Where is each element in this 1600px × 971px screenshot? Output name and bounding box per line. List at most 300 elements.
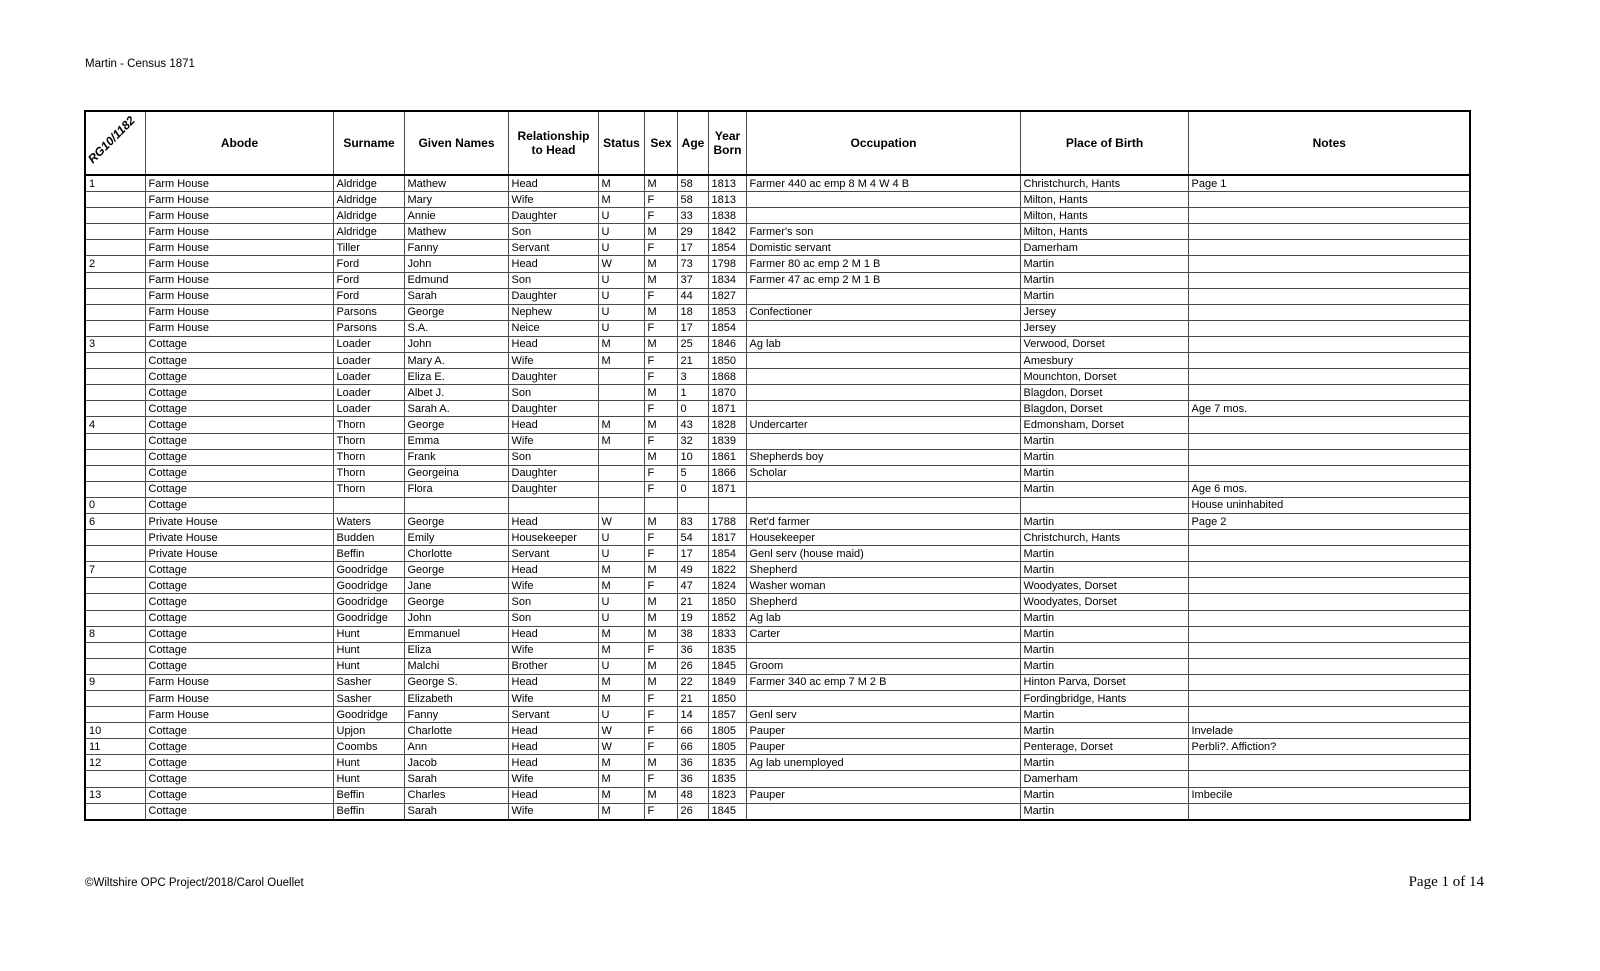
cell-age: 0: [677, 401, 708, 417]
cell-relationship: Nephew: [508, 304, 598, 320]
cell-status: M: [598, 433, 644, 449]
cell-occupation: Ag lab unemployed: [746, 755, 1020, 771]
cell-age: 0: [677, 481, 708, 497]
cell-sex: M: [644, 674, 677, 690]
cell-given: Sarah: [404, 803, 508, 820]
cell-age: 1: [677, 385, 708, 401]
table-row: [85, 578, 1470, 594]
cell-notes: Invelade: [1188, 723, 1470, 739]
cell-notes: [1188, 353, 1470, 369]
table-row: [85, 369, 1470, 385]
cell-sex: F: [644, 771, 677, 787]
cell-occupation: [746, 497, 1020, 513]
cell-abode: Private House: [145, 513, 333, 529]
col-header-sex: Sex: [644, 111, 677, 175]
cell-notes: [1188, 369, 1470, 385]
cell-occupation: [746, 320, 1020, 336]
cell-year: 1842: [708, 224, 746, 240]
cell-relationship: Head: [508, 256, 598, 272]
table-row: [85, 626, 1470, 642]
cell-num: 3: [85, 336, 145, 352]
copyright-text: ©Wiltshire OPC Project/2018/Carol Ouellet: [85, 877, 304, 889]
cell-year: 1805: [708, 723, 746, 739]
cell-birthplace: Martin: [1020, 707, 1188, 723]
cell-given: Sarah: [404, 771, 508, 787]
col-header-year-born: Year Born: [708, 111, 746, 175]
col-header-reference: [85, 111, 145, 175]
cell-given: Charlotte: [404, 723, 508, 739]
cell-sex: M: [644, 385, 677, 401]
cell-sex: M: [644, 626, 677, 642]
cell-birthplace: Martin: [1020, 626, 1188, 642]
cell-abode: Private House: [145, 546, 333, 562]
cell-surname: Thorn: [333, 465, 404, 481]
table-row: [85, 224, 1470, 240]
cell-age: 48: [677, 787, 708, 803]
cell-given: Frank: [404, 449, 508, 465]
table-row: [85, 175, 1470, 192]
cell-relationship: Wife: [508, 353, 598, 369]
cell-birthplace: Martin: [1020, 256, 1188, 272]
cell-status: M: [598, 642, 644, 658]
cell-abode: Farm House: [145, 192, 333, 208]
cell-year: 1850: [708, 353, 746, 369]
cell-age: 36: [677, 642, 708, 658]
cell-age: 17: [677, 240, 708, 256]
cell-num: 6: [85, 513, 145, 529]
cell-year: 1822: [708, 562, 746, 578]
cell-status: M: [598, 755, 644, 771]
cell-surname: Loader: [333, 369, 404, 385]
cell-surname: Hunt: [333, 755, 404, 771]
cell-num: 10: [85, 723, 145, 739]
cell-year: 1868: [708, 369, 746, 385]
cell-sex: M: [644, 449, 677, 465]
cell-age: 44: [677, 288, 708, 304]
cell-given: Emmanuel: [404, 626, 508, 642]
cell-surname: Ford: [333, 288, 404, 304]
cell-age: 32: [677, 433, 708, 449]
cell-given: George: [404, 562, 508, 578]
cell-relationship: Wife: [508, 578, 598, 594]
cell-notes: [1188, 707, 1470, 723]
cell-occupation: Undercarter: [746, 417, 1020, 433]
cell-occupation: Washer woman: [746, 578, 1020, 594]
cell-status: U: [598, 707, 644, 723]
cell-occupation: Scholar: [746, 465, 1020, 481]
cell-abode: Cottage: [145, 449, 333, 465]
cell-notes: [1188, 642, 1470, 658]
cell-given: John: [404, 610, 508, 626]
cell-sex: M: [644, 594, 677, 610]
table-row: [85, 320, 1470, 336]
cell-birthplace: Martin: [1020, 449, 1188, 465]
cell-notes: [1188, 578, 1470, 594]
cell-occupation: Farmer 440 ac emp 8 M 4 W 4 B: [746, 175, 1020, 192]
cell-status: U: [598, 658, 644, 674]
cell-surname: Aldridge: [333, 192, 404, 208]
cell-relationship: Daughter: [508, 369, 598, 385]
cell-year: 1838: [708, 208, 746, 224]
cell-birthplace: Martin: [1020, 546, 1188, 562]
cell-abode: Cottage: [145, 401, 333, 417]
cell-abode: Farm House: [145, 288, 333, 304]
cell-relationship: Head: [508, 175, 598, 192]
cell-surname: Loader: [333, 401, 404, 417]
cell-notes: [1188, 755, 1470, 771]
cell-year: 1845: [708, 803, 746, 820]
cell-occupation: [746, 691, 1020, 707]
table-row: [85, 385, 1470, 401]
cell-sex: F: [644, 465, 677, 481]
cell-abode: Cottage: [145, 353, 333, 369]
cell-relationship: Head: [508, 674, 598, 690]
cell-surname: Budden: [333, 530, 404, 546]
cell-occupation: Ag lab: [746, 610, 1020, 626]
cell-given: [404, 497, 508, 513]
col-header-place-of-birth: Place of Birth: [1020, 111, 1188, 175]
cell-relationship: [508, 497, 598, 513]
cell-birthplace: Edmonsham, Dorset: [1020, 417, 1188, 433]
cell-status: U: [598, 320, 644, 336]
cell-given: Mary: [404, 192, 508, 208]
cell-notes: [1188, 192, 1470, 208]
cell-birthplace: Christchurch, Hants: [1020, 530, 1188, 546]
table-row: [85, 481, 1470, 497]
cell-given: John: [404, 256, 508, 272]
cell-relationship: Daughter: [508, 288, 598, 304]
cell-occupation: Farmer 80 ac emp 2 M 1 B: [746, 256, 1020, 272]
cell-sex: M: [644, 787, 677, 803]
cell-surname: Goodridge: [333, 707, 404, 723]
cell-sex: M: [644, 175, 677, 192]
col-header-status: Status: [598, 111, 644, 175]
col-header-given-names: Given Names: [404, 111, 508, 175]
cell-relationship: Head: [508, 723, 598, 739]
cell-year: 1835: [708, 771, 746, 787]
cell-sex: F: [644, 530, 677, 546]
cell-notes: Page 1: [1188, 175, 1470, 192]
cell-notes: Page 2: [1188, 513, 1470, 529]
table-row: [85, 417, 1470, 433]
cell-year: 1852: [708, 610, 746, 626]
cell-given: George: [404, 513, 508, 529]
cell-num: [85, 449, 145, 465]
cell-status: M: [598, 175, 644, 192]
census-table: [84, 110, 1471, 821]
cell-sex: F: [644, 691, 677, 707]
table-row: [85, 465, 1470, 481]
cell-birthplace: Woodyates, Dorset: [1020, 594, 1188, 610]
table-row: [85, 674, 1470, 690]
cell-num: [85, 192, 145, 208]
cell-occupation: [746, 369, 1020, 385]
cell-surname: Goodridge: [333, 562, 404, 578]
cell-relationship: Servant: [508, 546, 598, 562]
table-row: [85, 739, 1470, 755]
cell-num: 9: [85, 674, 145, 690]
cell-birthplace: [1020, 497, 1188, 513]
cell-notes: [1188, 240, 1470, 256]
cell-surname: Goodridge: [333, 594, 404, 610]
cell-relationship: Servant: [508, 240, 598, 256]
cell-num: 12: [85, 755, 145, 771]
cell-surname: Ford: [333, 256, 404, 272]
table-row: [85, 562, 1470, 578]
cell-num: [85, 546, 145, 562]
cell-birthplace: Martin: [1020, 513, 1188, 529]
cell-num: [85, 272, 145, 288]
cell-status: U: [598, 530, 644, 546]
cell-occupation: [746, 481, 1020, 497]
cell-year: 1835: [708, 755, 746, 771]
cell-birthplace: Damerham: [1020, 771, 1188, 787]
cell-status: [598, 497, 644, 513]
cell-num: [85, 208, 145, 224]
cell-num: [85, 433, 145, 449]
cell-abode: Farm House: [145, 304, 333, 320]
cell-relationship: Wife: [508, 771, 598, 787]
cell-notes: [1188, 691, 1470, 707]
cell-sex: F: [644, 803, 677, 820]
cell-birthplace: Milton, Hants: [1020, 192, 1188, 208]
cell-sex: F: [644, 288, 677, 304]
cell-num: 1: [85, 175, 145, 192]
cell-surname: [333, 497, 404, 513]
cell-status: W: [598, 723, 644, 739]
cell-status: U: [598, 610, 644, 626]
cell-birthplace: Martin: [1020, 642, 1188, 658]
table-row: [85, 240, 1470, 256]
cell-birthplace: Martin: [1020, 481, 1188, 497]
cell-year: 1835: [708, 642, 746, 658]
cell-sex: M: [644, 610, 677, 626]
cell-status: W: [598, 513, 644, 529]
cell-num: [85, 288, 145, 304]
cell-abode: Cottage: [145, 803, 333, 820]
cell-num: [85, 691, 145, 707]
cell-num: [85, 304, 145, 320]
cell-num: 4: [85, 417, 145, 433]
cell-sex: M: [644, 256, 677, 272]
cell-year: 1850: [708, 594, 746, 610]
cell-age: 26: [677, 803, 708, 820]
cell-age: 21: [677, 594, 708, 610]
cell-sex: M: [644, 272, 677, 288]
cell-relationship: Neice: [508, 320, 598, 336]
cell-year: [708, 497, 746, 513]
cell-occupation: [746, 192, 1020, 208]
cell-surname: Coombs: [333, 739, 404, 755]
cell-surname: Sasher: [333, 691, 404, 707]
col-header-notes: Notes: [1188, 111, 1470, 175]
cell-num: 8: [85, 626, 145, 642]
cell-status: W: [598, 739, 644, 755]
table-row: [85, 642, 1470, 658]
cell-sex: M: [644, 755, 677, 771]
cell-given: Emma: [404, 433, 508, 449]
cell-status: U: [598, 546, 644, 562]
cell-given: Flora: [404, 481, 508, 497]
cell-occupation: Groom: [746, 658, 1020, 674]
cell-relationship: Son: [508, 610, 598, 626]
cell-abode: Cottage: [145, 594, 333, 610]
cell-surname: Hunt: [333, 771, 404, 787]
cell-occupation: [746, 771, 1020, 787]
cell-num: [85, 240, 145, 256]
cell-abode: Farm House: [145, 240, 333, 256]
cell-relationship: Head: [508, 336, 598, 352]
col-header-relationship: Relationship to Head: [508, 111, 598, 175]
cell-surname: Thorn: [333, 481, 404, 497]
cell-abode: Farm House: [145, 256, 333, 272]
cell-abode: Cottage: [145, 578, 333, 594]
cell-notes: [1188, 465, 1470, 481]
cell-given: Charles: [404, 787, 508, 803]
cell-surname: Beffin: [333, 546, 404, 562]
page-number: Page 1 of 14: [1408, 874, 1484, 890]
cell-relationship: Wife: [508, 803, 598, 820]
cell-abode: Cottage: [145, 465, 333, 481]
cell-given: Eliza E.: [404, 369, 508, 385]
cell-status: M: [598, 417, 644, 433]
cell-birthplace: Martin: [1020, 755, 1188, 771]
cell-abode: Cottage: [145, 723, 333, 739]
cell-relationship: Daughter: [508, 401, 598, 417]
cell-surname: Hunt: [333, 642, 404, 658]
table-row: [85, 610, 1470, 626]
cell-year: 1834: [708, 272, 746, 288]
cell-status: [598, 385, 644, 401]
cell-num: 7: [85, 562, 145, 578]
cell-relationship: Wife: [508, 691, 598, 707]
cell-age: 54: [677, 530, 708, 546]
table-row: [85, 530, 1470, 546]
cell-age: 29: [677, 224, 708, 240]
cell-abode: Farm House: [145, 707, 333, 723]
cell-notes: [1188, 336, 1470, 352]
cell-surname: Aldridge: [333, 208, 404, 224]
cell-occupation: [746, 208, 1020, 224]
cell-num: [85, 578, 145, 594]
reference-label: RG10/1182: [85, 113, 138, 166]
table-row: [85, 288, 1470, 304]
cell-year: 1850: [708, 691, 746, 707]
census-table-header: [85, 111, 1470, 175]
cell-given: Albet J.: [404, 385, 508, 401]
cell-birthplace: Woodyates, Dorset: [1020, 578, 1188, 594]
cell-year: 1827: [708, 288, 746, 304]
cell-occupation: [746, 288, 1020, 304]
cell-occupation: Ag lab: [746, 336, 1020, 352]
cell-birthplace: Blagdon, Dorset: [1020, 385, 1188, 401]
cell-birthplace: Penterage, Dorset: [1020, 739, 1188, 755]
cell-surname: Beffin: [333, 803, 404, 820]
cell-sex: F: [644, 353, 677, 369]
cell-year: 1861: [708, 449, 746, 465]
col-header-surname: Surname: [333, 111, 404, 175]
cell-notes: Age 6 mos.: [1188, 481, 1470, 497]
cell-sex: F: [644, 433, 677, 449]
cell-relationship: Housekeeper: [508, 530, 598, 546]
cell-sex: M: [644, 513, 677, 529]
cell-occupation: [746, 803, 1020, 820]
cell-occupation: Genl serv (house maid): [746, 546, 1020, 562]
cell-num: 0: [85, 497, 145, 513]
cell-abode: Cottage: [145, 610, 333, 626]
cell-birthplace: Martin: [1020, 658, 1188, 674]
table-row: [85, 658, 1470, 674]
cell-surname: Waters: [333, 513, 404, 529]
cell-surname: Thorn: [333, 433, 404, 449]
cell-year: 1854: [708, 546, 746, 562]
cell-status: U: [598, 240, 644, 256]
cell-abode: Farm House: [145, 224, 333, 240]
cell-sex: F: [644, 240, 677, 256]
cell-abode: Cottage: [145, 497, 333, 513]
cell-birthplace: Martin: [1020, 433, 1188, 449]
cell-notes: [1188, 288, 1470, 304]
cell-occupation: [746, 642, 1020, 658]
cell-sex: F: [644, 481, 677, 497]
cell-num: [85, 353, 145, 369]
cell-birthplace: Jersey: [1020, 304, 1188, 320]
cell-occupation: Farmer 340 ac emp 7 M 2 B: [746, 674, 1020, 690]
cell-given: Fanny: [404, 240, 508, 256]
cell-occupation: Confectioner: [746, 304, 1020, 320]
cell-relationship: Head: [508, 739, 598, 755]
cell-sex: F: [644, 546, 677, 562]
cell-age: 83: [677, 513, 708, 529]
cell-birthplace: Martin: [1020, 465, 1188, 481]
cell-relationship: Son: [508, 224, 598, 240]
cell-notes: [1188, 546, 1470, 562]
cell-status: U: [598, 224, 644, 240]
cell-given: Mathew: [404, 224, 508, 240]
cell-status: U: [598, 594, 644, 610]
cell-abode: Cottage: [145, 417, 333, 433]
cell-birthplace: Martin: [1020, 288, 1188, 304]
cell-relationship: Wife: [508, 433, 598, 449]
cell-year: 1845: [708, 658, 746, 674]
cell-relationship: Head: [508, 626, 598, 642]
table-row: [85, 755, 1470, 771]
cell-age: 58: [677, 175, 708, 192]
cell-occupation: Genl serv: [746, 707, 1020, 723]
cell-year: 1828: [708, 417, 746, 433]
cell-given: Malchi: [404, 658, 508, 674]
cell-age: 18: [677, 304, 708, 320]
cell-occupation: [746, 401, 1020, 417]
cell-year: 1813: [708, 192, 746, 208]
cell-given: George: [404, 594, 508, 610]
col-header-age: Age: [677, 111, 708, 175]
cell-abode: Cottage: [145, 771, 333, 787]
cell-year: 1849: [708, 674, 746, 690]
cell-num: [85, 481, 145, 497]
cell-abode: Farm House: [145, 208, 333, 224]
cell-status: M: [598, 192, 644, 208]
cell-status: M: [598, 674, 644, 690]
cell-year: 1839: [708, 433, 746, 449]
cell-relationship: Son: [508, 385, 598, 401]
cell-occupation: Domistic servant: [746, 240, 1020, 256]
cell-notes: [1188, 771, 1470, 787]
cell-birthplace: Amesbury: [1020, 353, 1188, 369]
cell-age: 36: [677, 755, 708, 771]
cell-surname: Goodridge: [333, 610, 404, 626]
cell-status: M: [598, 771, 644, 787]
